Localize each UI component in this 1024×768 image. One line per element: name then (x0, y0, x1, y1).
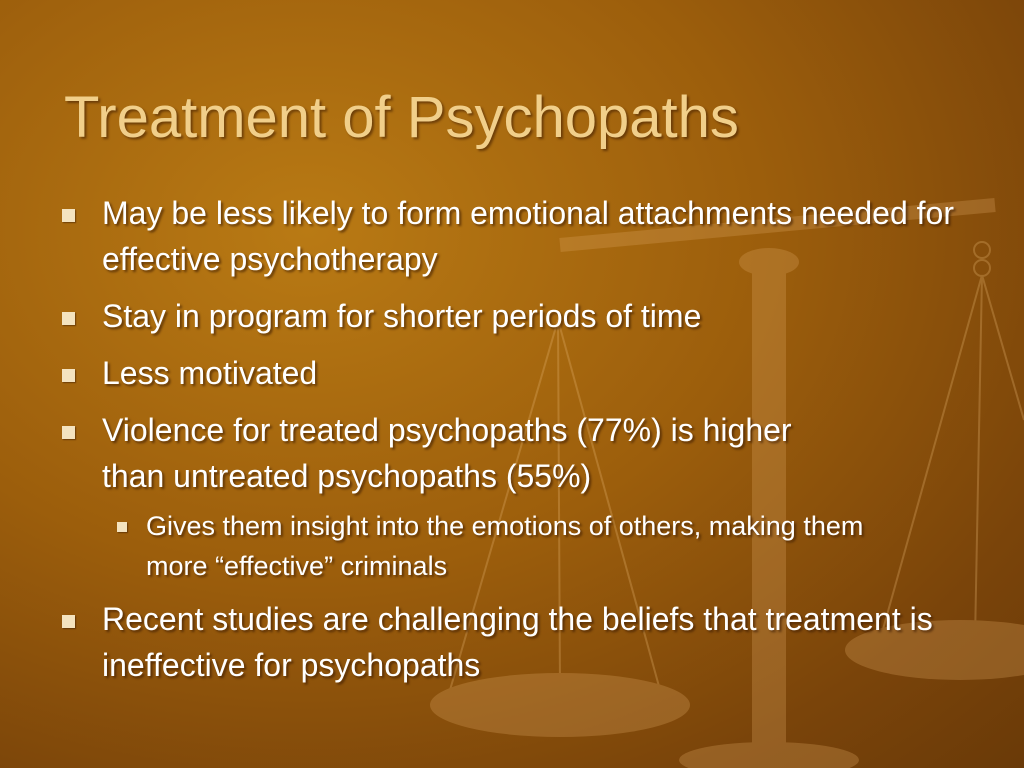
square-bullet-icon (117, 522, 127, 532)
bullet-text: Stay in program for shorter periods of time (102, 298, 702, 334)
square-bullet-icon (62, 369, 75, 382)
bullet-text: May be less likely to form emotional attachments needed for effective psychotherapy (102, 195, 954, 277)
bullet-item (62, 293, 972, 339)
square-bullet-icon (62, 209, 75, 222)
square-bullet-icon (62, 615, 75, 628)
square-bullet-icon (62, 312, 75, 325)
bullet-text: Less motivated (102, 355, 318, 391)
square-bullet-icon (62, 426, 75, 439)
bullet-item (62, 190, 972, 282)
bullet-item (62, 407, 862, 499)
bullet-list (62, 190, 972, 699)
slide-title: Treatment of Psychopaths (64, 85, 739, 150)
sub-bullet-item (62, 506, 866, 586)
sub-bullet-text: Gives them insight into the emotions of others, making them more “effective” criminals (146, 511, 864, 581)
bullet-text: Recent studies are challenging the beliefs that treatment is ineffective for psychopaths (102, 601, 933, 683)
bullet-item (62, 350, 972, 396)
bullet-text: Violence for treated psychopaths (77%) is higher than untreated psychopaths (55%) (102, 412, 792, 494)
bullet-item (62, 596, 952, 688)
